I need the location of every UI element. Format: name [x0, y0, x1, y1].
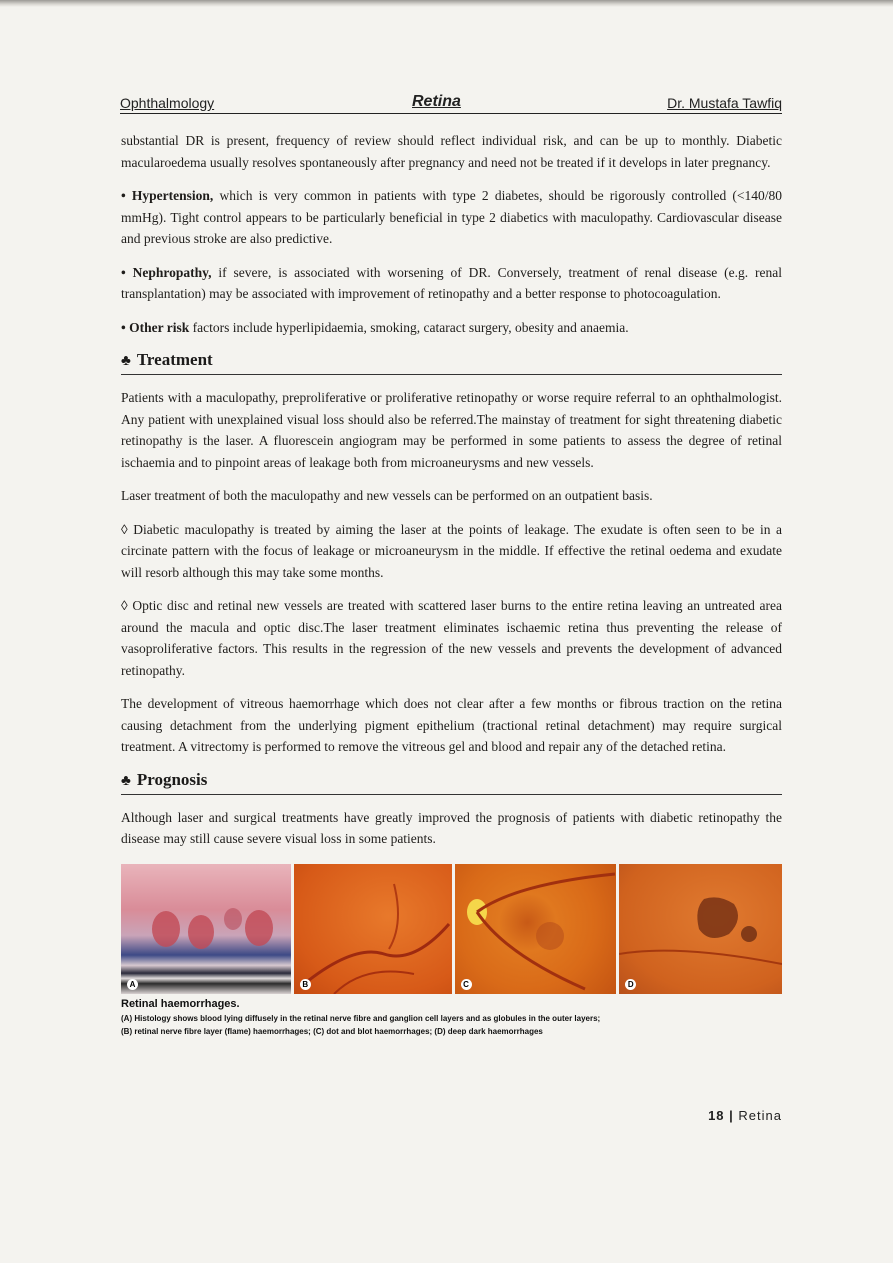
panel-tag-a: A	[127, 979, 138, 990]
dot-blot-haemorrhage-image	[455, 864, 617, 994]
hypertension-item	[121, 185, 782, 250]
header-chapter: Retina	[412, 93, 461, 110]
prognosis-paragraph: Although laser and surgical treatments have greatly improved the prognosis of patients with diabetic retinopathy the disease may still cause severe visual loss in some patients.	[121, 809, 782, 846]
club-bullet-icon: ♣	[121, 353, 131, 369]
deep-dark-haemorrhage-image	[619, 864, 782, 994]
figure-caption	[121, 998, 782, 1038]
page-footer	[708, 1108, 782, 1123]
scan-top-edge	[0, 0, 893, 7]
fundus-vessels-b	[294, 864, 452, 994]
treatment-heading-text: Treatment	[136, 350, 213, 369]
page-header	[120, 91, 782, 114]
treatment-paragraph-2: Laser treatment of both the maculopathy and new vessels can be performed on an outpatient basis.	[121, 488, 653, 503]
other-risk-text: factors include hyperlipidaemia, smoking, cataract surgery, obesity and anaemia.	[189, 319, 629, 335]
page-number: 18	[708, 1108, 725, 1123]
nephropathy-text: if severe, is associated with worsening of DR. Conversely, treatment of renal disease (e.g. renal transplantation) may be associated with improvement of retinopathy and a better response to photocoagulation.	[121, 264, 783, 301]
treatment-paragraph-5: The development of vitreous haemorrhage which does not clear after a few months or fibrous traction on the retina causing detachment from the underlying pigment epithelium (tractional retinal detachment) may require surgical treatment. A vitrectomy is performed to remove the vitreous gel and blood and repair any of the detached retina.	[121, 696, 782, 754]
histology-image	[121, 864, 291, 994]
hypertension-label: • Hypertension,	[121, 188, 214, 203]
retinal-haemorrhage-figure	[121, 864, 782, 994]
intro-paragraph: substantial DR is present, frequency of review should reflect individual risk, and can be up to monthly. Diabetic macularoedema usually resolves spontaneously after pregnancy and need not be treated if it develops in later pregnancy.	[121, 133, 782, 170]
panel-tag-c: C	[461, 979, 472, 990]
header-subject: Ophthalmology	[120, 95, 215, 111]
fundus-vessels-c	[455, 864, 617, 994]
hypertension-text: which is very common in patients with type 2 diabetes, should be rigorously controlled (<140/80 mmHg). Tight control appears to be particularly beneficial in type 2 diabetics with maculopathy. Cardiovascular disease and previous stroke are also predictive.	[121, 188, 782, 246]
other-risk-item	[121, 317, 782, 339]
other-risk-label: • Other risk	[121, 319, 190, 335]
header-author: Dr. Mustafa Tawfiq	[667, 95, 782, 111]
treatment-paragraph-3: ◊ Diabetic maculopathy is treated by aiming the laser at the points of leakage. The exudate is often seen to be in a circinate pattern with the focus of leakage or microaneurysm in the middle. If effective the retinal oedema and exudate will resorb although this may take some months.	[121, 521, 782, 580]
caption-title: Retinal haemorrhages.	[121, 997, 240, 1010]
caption-line-1: (A) Histology shows blood lying diffusely in the retinal nerve fibre and ganglion cell layers and as globules in the outer layers;	[121, 1013, 601, 1023]
histology-illustration	[121, 864, 291, 994]
nephropathy-label: • Nephropathy,	[121, 264, 212, 280]
treatment-heading	[121, 350, 782, 375]
fundus-vessels-d	[619, 864, 782, 994]
prognosis-heading	[121, 770, 782, 795]
page-body	[121, 130, 782, 1038]
treatment-paragraph-1: Patients with a maculopathy, preproliferative or proliferative retinopathy or worse require referral to an ophthalmologist. Any patient with unexplained visual loss should also be referred.The mainstay of treatment for sight threatening diabetic retinopathy is the laser. A fluorescein angiogram may be performed in some patients to assess the degree of retinal ischaemia and to pinpoint areas of leakage both from microaneurysms and new vessels.	[121, 390, 782, 470]
club-bullet-icon: ♣	[121, 772, 131, 789]
panel-tag-d: D	[625, 979, 636, 990]
footer-separator: |	[729, 1108, 734, 1123]
flame-haemorrhage-image	[294, 864, 452, 994]
treatment-paragraph-4: ◊ Optic disc and retinal new vessels are treated with scattered laser burns to the entire retina leaving an untreated area around the macula and optic disc.The laser treatment eliminates ischaemic retina thus preventing the release of vasoproliferative factors. This results in the regression of the new vessels and prevents the development of advanced retinopathy.	[121, 598, 782, 678]
panel-tag-b: B	[300, 979, 311, 990]
nephropathy-item	[121, 262, 782, 305]
prognosis-heading-text: Prognosis	[136, 769, 208, 789]
footer-label: Retina	[738, 1108, 782, 1123]
caption-line-2: (B) retinal nerve fibre layer (flame) haemorrhages; (C) dot and blot haemorrhages; (D) deep dark haemorrhages	[121, 1026, 543, 1036]
